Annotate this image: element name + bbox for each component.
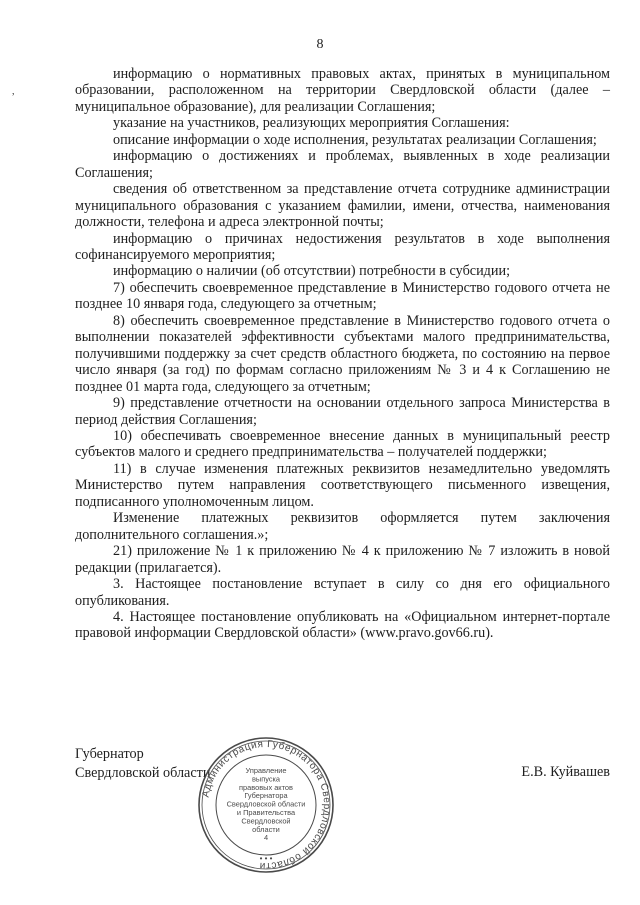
signatory-name: Е.В. Куйвашев — [521, 764, 610, 780]
seal-line: Губернатора — [244, 791, 288, 801]
seal-line: выпуска — [251, 774, 281, 784]
paragraph: 11) в случае изменения платежных реквизитов незамедлительно уведомлять Министерство путем направления соответствующего письменного извещения, подписанного уполномоченным лицом. — [75, 460, 610, 510]
paragraph: 4. Настоящее постановление опубликовать на «Официальном интернет-портале правовой информации Свердловской области» (www.pravo.gov66.ru). — [75, 608, 610, 642]
paragraph: сведения об ответственном за представление отчета сотруднике администрации муниципального образования с указанием фамилии, имени, отчества, наименования должности, телефона и адреса электронной почты; — [75, 181, 610, 231]
seal-line: правовых актов — [239, 782, 293, 792]
position-line: Губернатор — [75, 746, 144, 762]
paragraph: 8) обеспечить своевременное представление в Министерство годового отчета о выполнении показателей эффективности субъектами малого предпринимательства, получившими поддержку за счет средств областного бюджета, по состоянию на первое число января (за год) по формам согласно приложениям № 3 и 4 к Соглашению не позднее 01 марта года, следующего за отчетным; — [75, 312, 610, 395]
paragraph: Изменение платежных реквизитов оформляется путем заключения дополнительного соглашения.»; — [75, 510, 610, 543]
paragraph: 7) обеспечить своевременное представление в Министерство годового отчета не позднее 10 января года, следующего за отчетным; — [75, 279, 610, 313]
paragraph: 21) приложение № 1 к приложению № 4 к приложению № 7 изложить в новой редакции (прилагается). — [75, 543, 610, 576]
svg-text:Администрация Губернатора Свер: Администрация Губернатора Свердловской области — [200, 738, 333, 872]
official-seal-icon — [196, 735, 336, 875]
paragraph: 9) представление отчетности на основании отдельного запроса Министерства в период действия Соглашения; — [75, 395, 610, 428]
scan-mark: , — [12, 86, 15, 97]
paragraph: информацию о нормативных правовых актах, принятых в муниципальном образовании, расположенном на территории Свердловской области (далее – муниципальное образование), для реализации Соглашения; — [75, 66, 610, 115]
seal-line: области — [252, 824, 280, 834]
page-number: 8 — [316, 37, 324, 52]
signatory-position — [75, 745, 210, 783]
seal-line: Управление — [245, 766, 287, 775]
document-body — [75, 66, 610, 642]
seal-line: Свердловской области — [226, 799, 306, 809]
position-line: Свердловской области — [75, 765, 211, 781]
paragraph: информацию о причинах недостижения результатов в ходе выполнения софинансируемого мероприятия; — [75, 230, 610, 263]
paragraph: указание на участников, реализующих мероприятия Соглашения: — [113, 115, 510, 132]
paragraph: информацию о достижениях и проблемах, выявленных в ходе реализации Соглашения; — [75, 148, 610, 181]
paragraph: описание информации о ходе исполнения, результатах реализации Соглашения; — [113, 131, 597, 148]
paragraph: информацию о наличии (об отсутствии) потребности в субсидии; — [113, 263, 511, 280]
seal-line: и Правительства — [236, 808, 296, 817]
svg-text:• • •: • • • — [259, 854, 273, 863]
seal-line: Свердловской — [241, 816, 291, 826]
seal-line: 4 — [263, 833, 269, 843]
paragraph: 10) обеспечивать своевременное внесение данных в муниципальный реестр субъектов малого и среднего предпринимательства – получателей поддержки; — [75, 427, 610, 461]
paragraph: 3. Настоящее постановление вступает в силу со дня его официального опубликования. — [75, 576, 610, 609]
